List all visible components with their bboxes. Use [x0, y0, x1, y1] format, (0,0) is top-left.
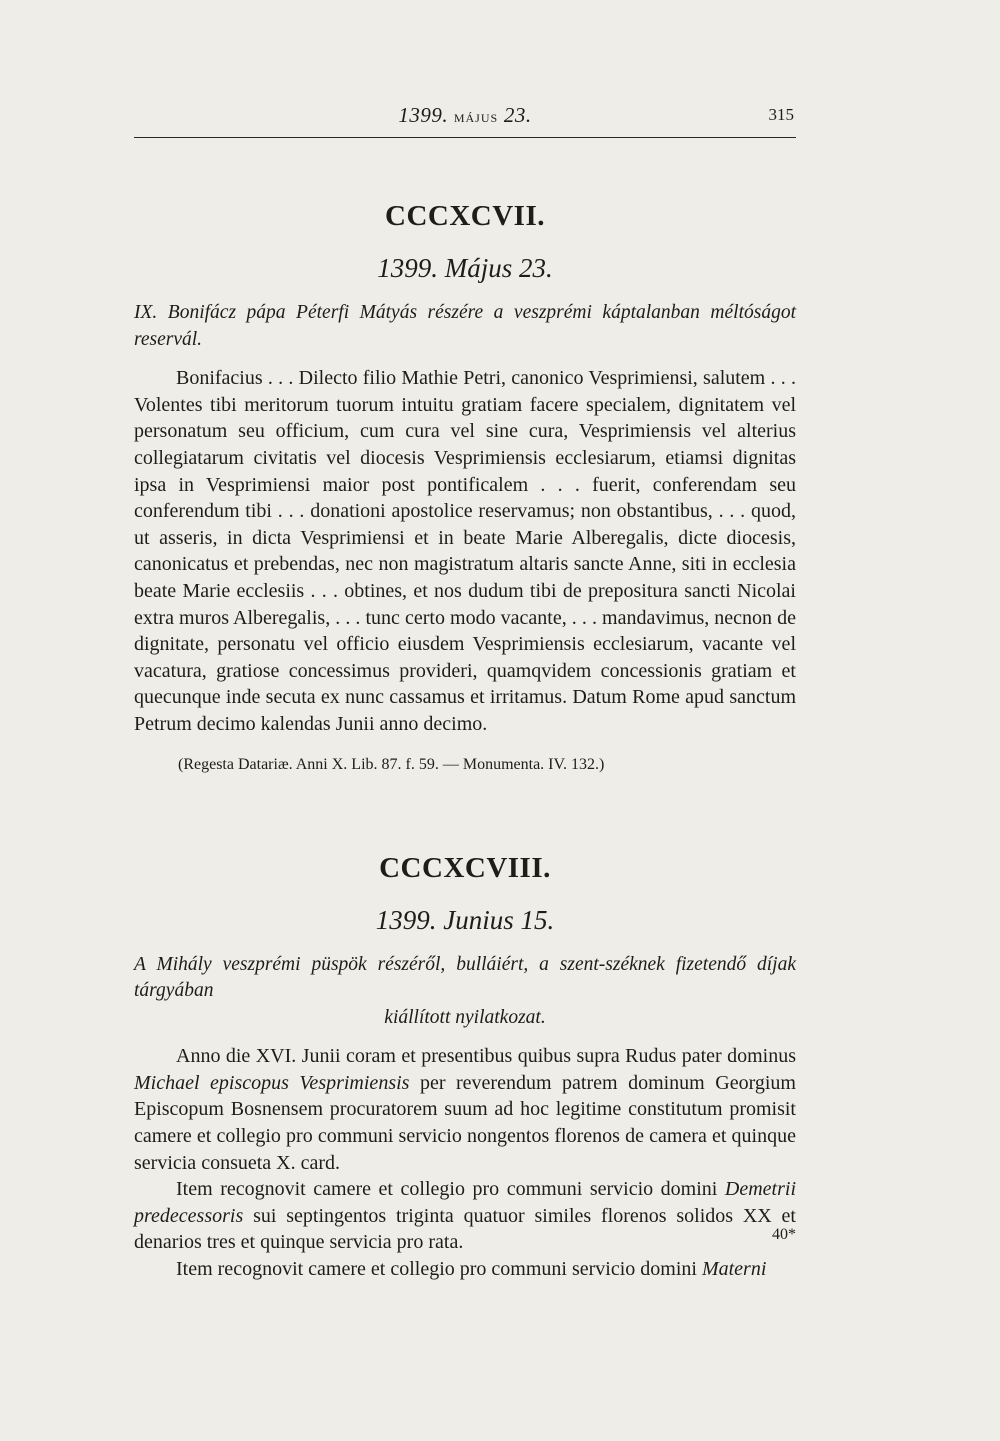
body-paragraph: Bonifacius . . . Dilecto filio Mathie Petri, canonico Vesprimiensi, salutem . . . Volentes tibi meritorum tuorum intuitu gratiam facere specialem, dignitatem vel personatum seu officium, cum cura vel sine cura, Vesprimiensis vel alterius collegiatarum civitatis vel diocesis Vesprimiensis ecclesiarum, etiamsi dignitas ipsa in Vesprimiensi maior post pontificalem . . . fuerit, conferendam seu conferendum tibi . . . donationi apostolice reservamus; non obstantibus, . . . quod, ut asseris, in dicta Vesprimiensi et in beate Marie Alberegalis, dicte diocesis, canonicatus et prebendas, nec non magistratum altaris sancte Anne, siti in ecclesia beate Marie ecclesiis . . . obtines, et nos dudum tibi de prepositura sancti Nicolai extra muros Alberegalis, . . . tunc certo modo vacante, . . . mandavimus, necnon de dignitate, personatu vel officio eiusdem Vesprimiensis ecclesiarum, vacante vel vacatura, gratiose concessimus provideri, quamqvidem concessionis gratiam et quecunque inde secuta ex nunc cassamus et irritamus. Datum Rome apud sanctum Petrum decimo kalendas Junii anno decimo.: [134, 367, 796, 735]
document-number: CCCXCVII.: [385, 200, 545, 232]
body-paragraph: [134, 1176, 796, 1256]
running-title-day: 23.: [503, 103, 532, 127]
running-head: [134, 103, 796, 139]
italic-name: Materni: [701, 1258, 767, 1281]
text-run: Item recognovit camere et collegio pro communi servicio domini: [176, 1258, 702, 1281]
signature-mark: 40*: [772, 1226, 796, 1243]
italic-name: Demetrii predecessoris: [134, 1178, 796, 1227]
document-summary: [134, 952, 796, 1032]
body-paragraph: [134, 1256, 796, 1283]
summary-line: A Mihály veszprémi püspök részéről, bulláiért, a szent-széknek fizetendő díjak tárgyában: [134, 953, 796, 1002]
page-number: 315: [768, 105, 794, 124]
running-title: [134, 103, 796, 128]
document-body: [134, 1043, 796, 1282]
document-summary: IX. Bonifácz pápa Péterfi Mátyás részére a veszprémi káptalanban méltóságot reservál.: [134, 302, 796, 350]
text-run: per reverendum patrem dominum Georgium Episcopum Bosnensem procuratorem suum ad hoc legitime constitutum promisit camere et collegio pro communi servicio nongentos florenos de camera et quinque servicia consueta X. card.: [134, 1071, 796, 1174]
document-body: [134, 365, 796, 737]
page-content: [134, 196, 796, 1283]
header-rule: [134, 137, 796, 138]
document-date: 1399. Május 23.: [377, 253, 553, 283]
running-title-year: 1399.: [398, 103, 449, 127]
document-entry: [134, 848, 796, 1283]
text-run: sui septingentos triginta quatuor similes florenos solidos XX et denarios tres et quinque servicia pro rata.: [134, 1204, 796, 1254]
source-citation: (Regesta Datariæ. Anni X. Lib. 87. f. 59. — Monumenta. IV. 132.): [178, 755, 605, 773]
running-title-month: MÁJUS: [453, 111, 499, 125]
document-number: CCCXCVIII.: [379, 851, 551, 884]
document-date: 1399. Junius 15.: [375, 904, 555, 935]
text-run: Item recognovit camere et collegio pro communi servicio domini: [176, 1178, 725, 1201]
italic-name: Michael episcopus Vesprimiensis: [134, 1071, 410, 1094]
body-paragraph: [134, 1043, 796, 1176]
document-entry: [134, 196, 796, 776]
text-run: Anno die XVI. Junii coram et presentibus quibus supra Rudus pater dominus: [176, 1045, 796, 1068]
summary-line: kiállított nyilatkozat.: [384, 1006, 546, 1028]
